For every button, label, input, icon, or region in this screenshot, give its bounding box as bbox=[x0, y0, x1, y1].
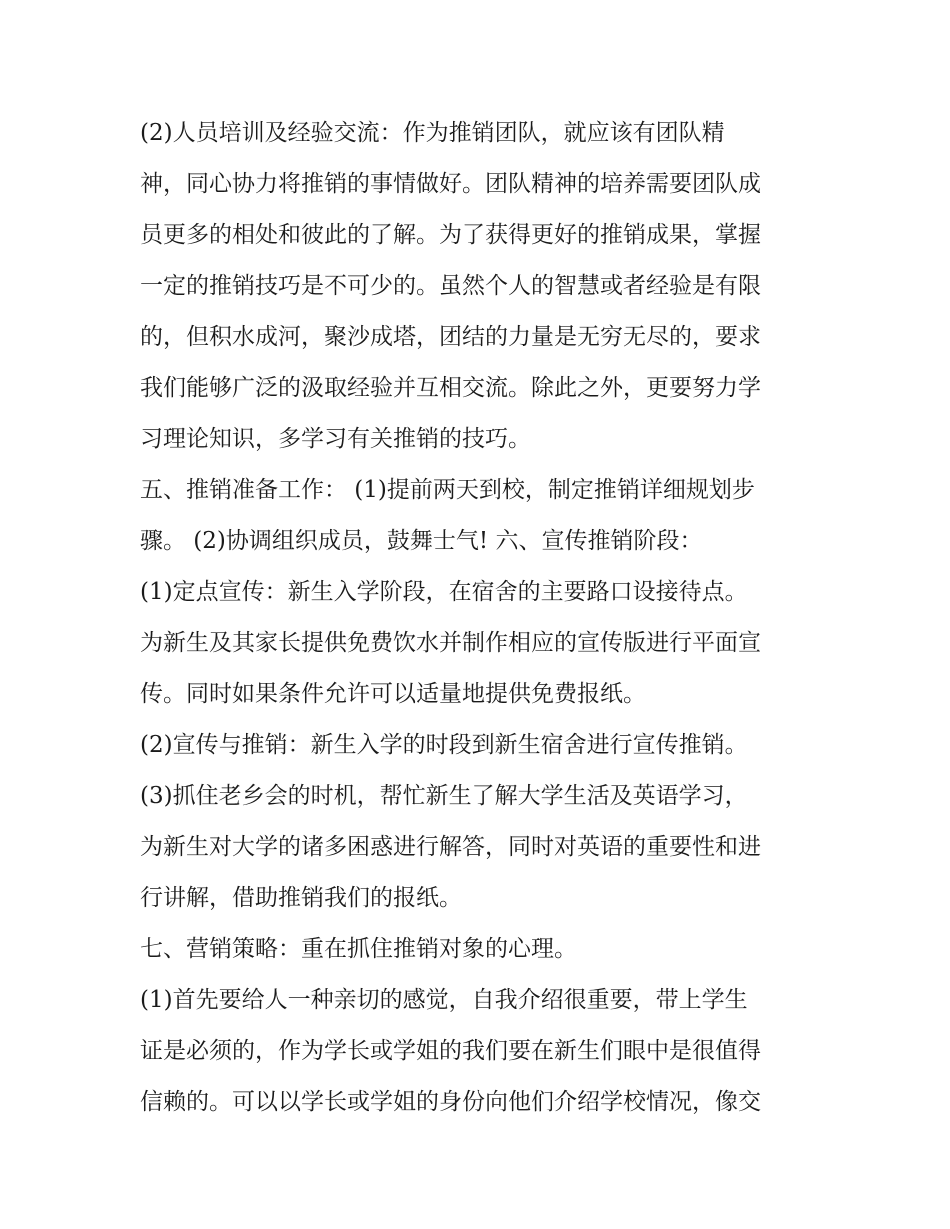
text-line: 传。同时如果条件允许可以适量地提供免费报纸。 bbox=[140, 681, 646, 707]
text-line: 信赖的。可以以学长或学姐的身份向他们介绍学校情况，像交 bbox=[140, 1089, 761, 1115]
text-line: 一定的推销技巧是不可少的。虽然个人的智慧或者经验是有限 bbox=[140, 273, 761, 299]
text-line: 为新生及其家长提供免费饮水并制作相应的宣传版进行平面宣 bbox=[140, 630, 761, 656]
text-line: 习理论知识，多学习有关推销的技巧。 bbox=[140, 426, 531, 452]
text-line: 为新生对大学的诸多困惑进行解答，同时对英语的重要性和进 bbox=[140, 834, 761, 860]
text-line: (2)宣传与推销：新生入学的时段到新生宿舍进行宣传推销。 bbox=[140, 732, 748, 758]
text-line: 七、营销策略：重在抓住推销对象的心理。 bbox=[140, 936, 577, 962]
text-line: 我们能够广泛的汲取经验并互相交流。除此之外，更要努力学 bbox=[140, 375, 761, 401]
text-line: 证是必须的，作为学长或学姐的我们要在新生们眼中是很值得 bbox=[140, 1038, 761, 1064]
text-line: (3)抓住老乡会的时机，帮忙新生了解大学生活及英语学习， bbox=[140, 783, 748, 809]
text-line: 行讲解，借助推销我们的报纸。 bbox=[140, 885, 462, 911]
text-line: (1)定点宣传：新生入学阶段，在宿舍的主要路口设接待点。 bbox=[140, 579, 748, 605]
body-text bbox=[140, 108, 820, 1128]
text-line: (1)首先要给人一种亲切的感觉，自我介绍很重要，带上学生 bbox=[140, 987, 748, 1013]
text-line: 神，同心协力将推销的事情做好。团队精神的培养需要团队成 bbox=[140, 171, 761, 197]
text-line: (2)人员培训及经验交流：作为推销团队，就应该有团队精 bbox=[140, 120, 725, 146]
text-line: 员更多的相处和彼此的了解。为了获得更好的推销成果，掌握 bbox=[140, 222, 761, 248]
text-line: 五、推销准备工作： (1)提前两天到校，制定推销详细规划步 bbox=[140, 477, 755, 503]
text-line: 骤。 (2)协调组织成员，鼓舞士气! 六、宣传推销阶段： bbox=[140, 528, 703, 554]
text-line: 的，但积水成河，聚沙成塔，团结的力量是无穷无尽的，要求 bbox=[140, 324, 761, 350]
